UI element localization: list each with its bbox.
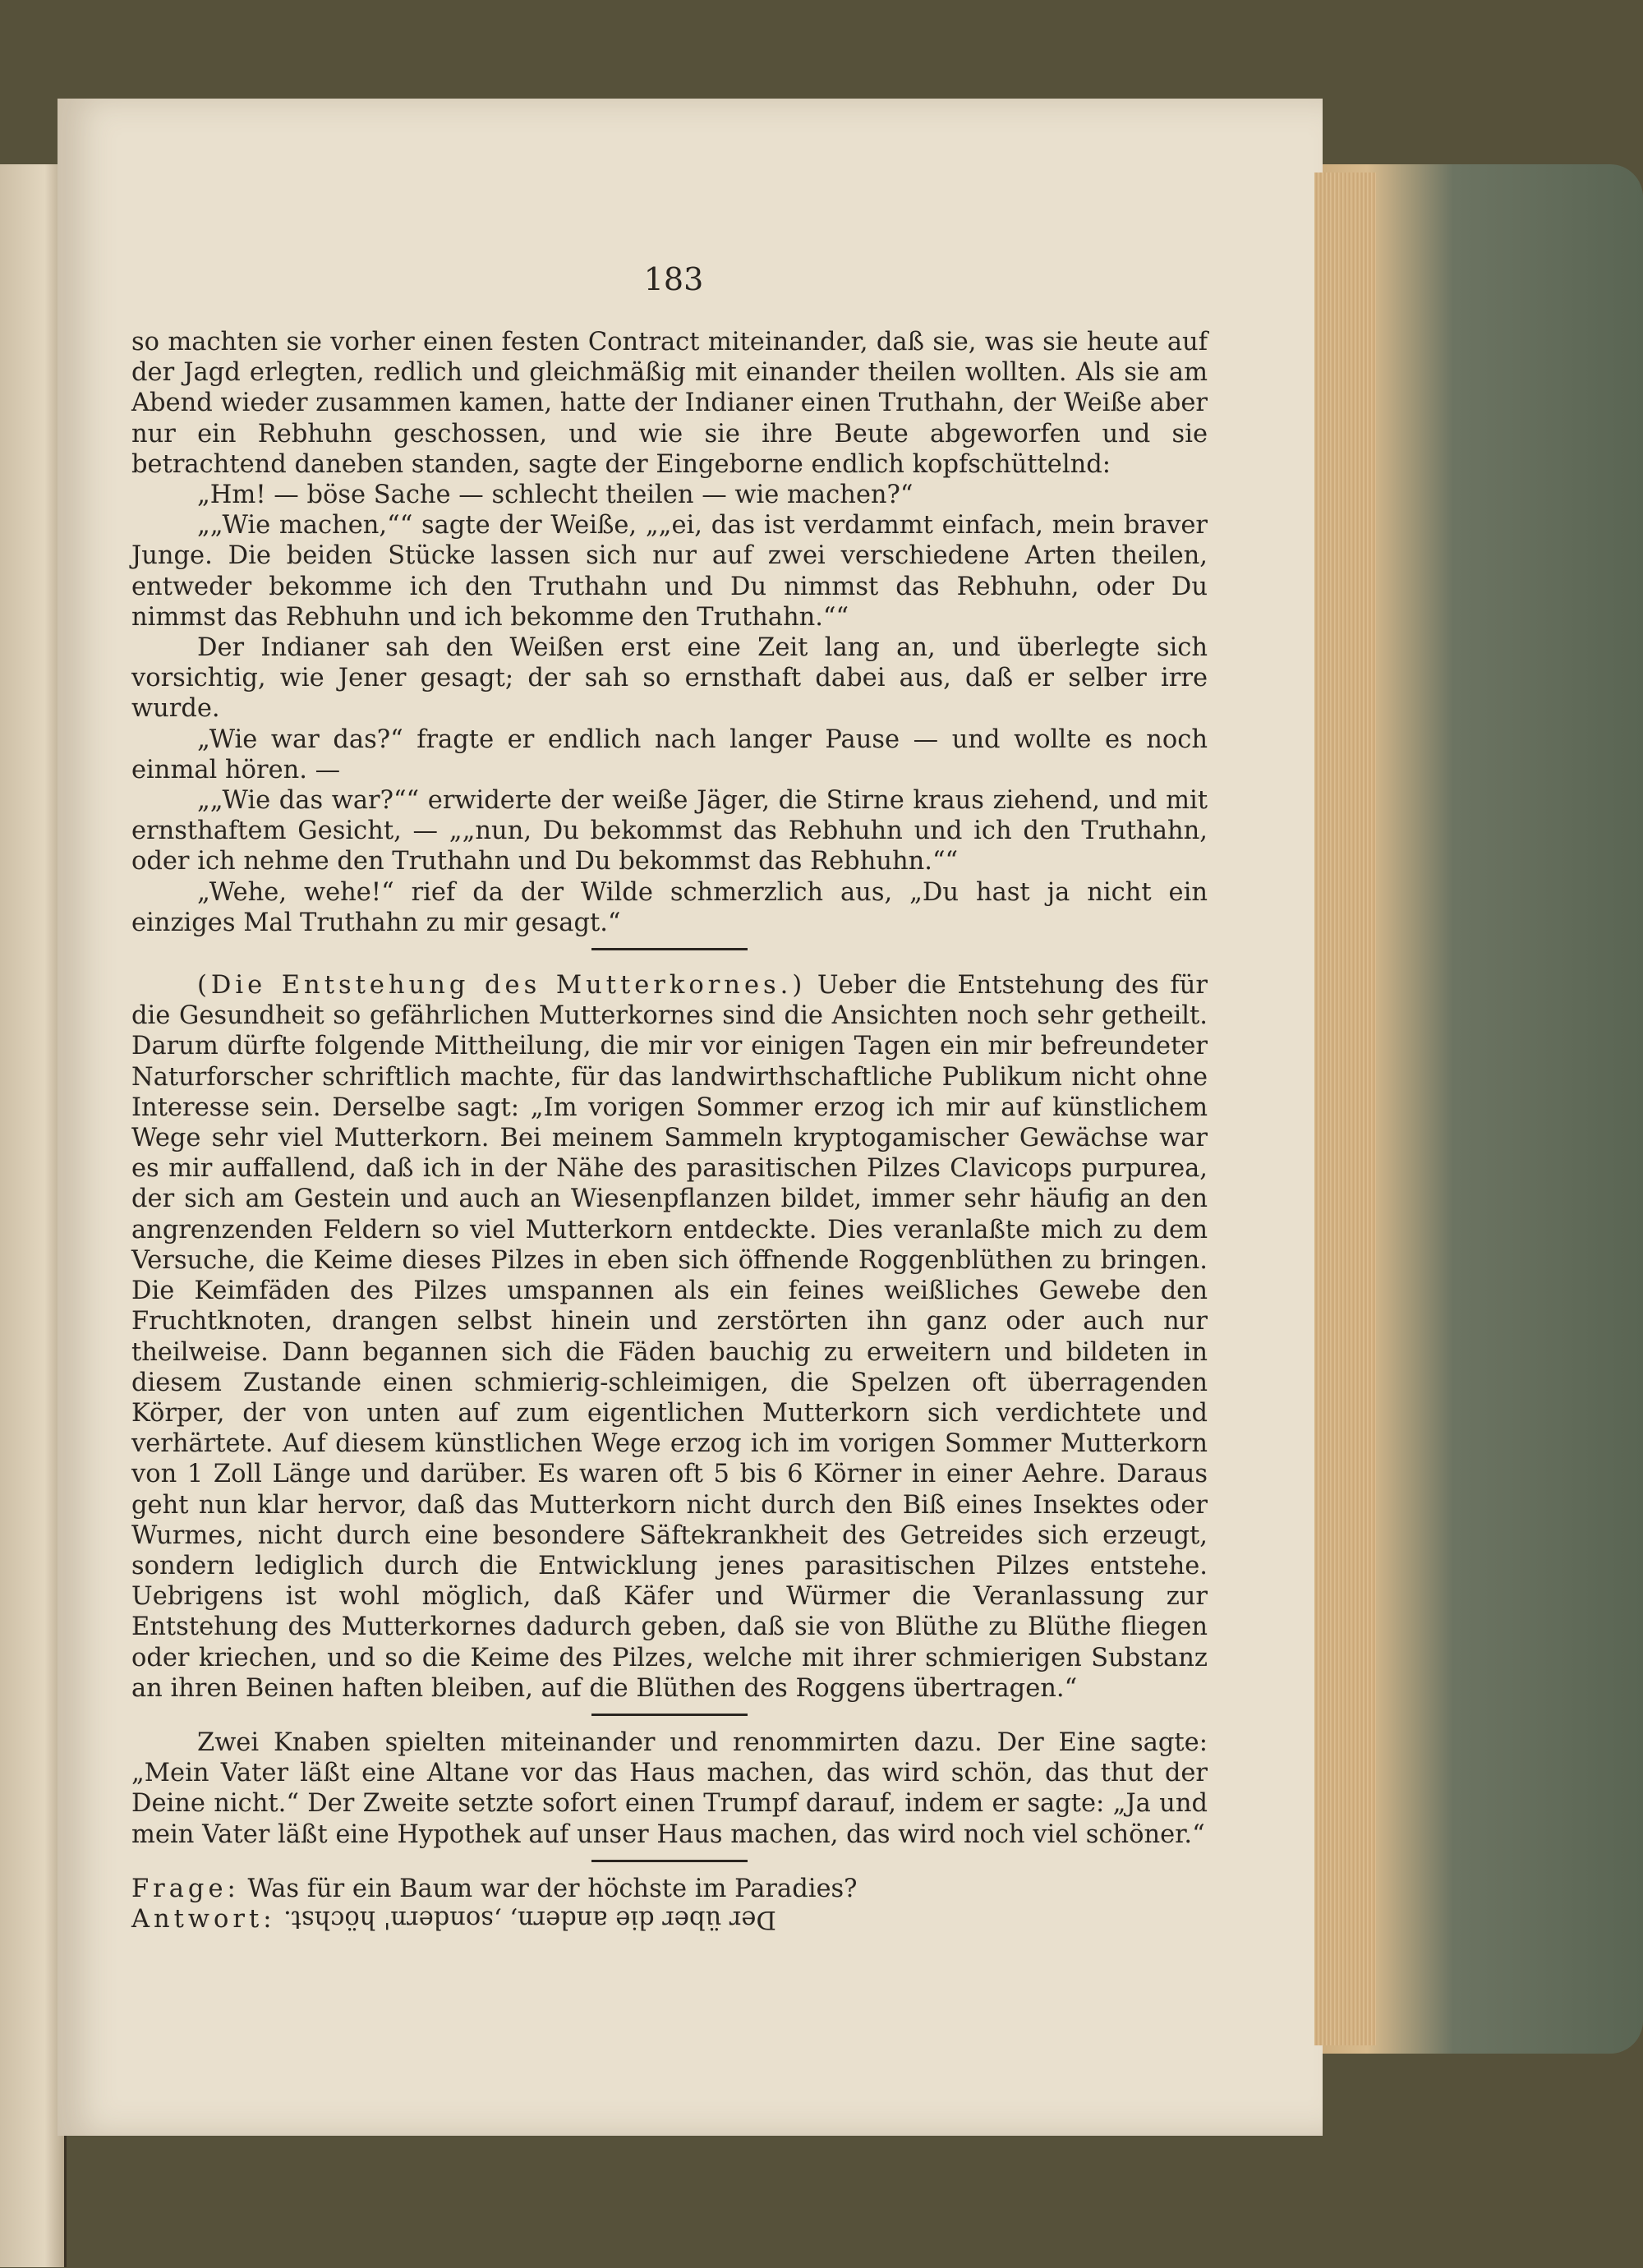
- story-paragraph: Der Indianer sah den Weißen erst eine Zeit lang an, und überlegte sich vorsichtig, wie Jener gesagt; der sah so ernsthaft dabei aus, daß er selber irre wurde.: [131, 633, 1208, 724]
- answer-label: Antwort:: [131, 1904, 276, 1934]
- riddle-answer-row: [131, 1904, 1208, 1934]
- text-column: [131, 327, 1208, 1934]
- anecdote-paragraph: Zwei Knaben spielten miteinander und renommirten dazu. Der Eine sagte: „Mein Vater läßt eine Altane vor das Haus machen, das wird schön, das thut der Deine nicht.“ Der Zweite setzte sofort einen Trumpf darauf, indem er sagte: „Ja und mein Vater läßt eine Hypothek auf unser Haus machen, das wird noch viel schöner.“: [131, 1727, 1208, 1849]
- left-page-edge: [0, 164, 67, 2267]
- section-divider: [591, 948, 748, 950]
- story-paragraph: „Wehe, wehe!“ rief da der Wilde schmerzlich aus, „Du hast ja nicht ein einziges Mal Truthahn zu mir gesagt.“: [131, 877, 1208, 937]
- story-paragraph: „„Wie machen,““ sagte der Weiße, „„ei, das ist verdammt einfach, mein braver Junge. Die beiden Stücke lassen sich nur auf zwei verschiedene Arten theilen, entweder bekomme ich den Truthahn und Du nimmst das Rebhuhn, oder Du nimmst das Rebhuhn und ich bekomme den Truthahn.““: [131, 511, 1208, 632]
- riddle-question-row: [131, 1874, 1208, 1904]
- question-label: Frage:: [131, 1874, 240, 1903]
- story-paragraph: so machten sie vorher einen festen Contract miteinander, daß sie, was sie heute auf der Jagd erlegten, redlich und gleichmäßig mit einander theilen wollten. Als sie am Abend wieder zusammen kamen, hatte der Indianer einen Truthahn, der Weiße aber nur ein Rebhuhn geschossen, und wie sie ihre Beute abgeworfen und sie betrachtend daneben standen, sagte der Eingeborne endlich kopfschüttelnd:: [131, 328, 1208, 479]
- story-paragraph: „„Wie das war?““ erwiderte der weiße Jäger, die Stirne kraus ziehend, und mit ernsthaftem Gesicht, — „„nun, Du bekommst das Rebhuhn und ich den Truthahn, oder ich nehme den Truthahn und Du bekommst das Rebhuhn.““: [131, 786, 1208, 876]
- page-stack-edge: [1314, 173, 1376, 2045]
- riddle: [131, 1874, 1208, 1934]
- page-number: 183: [643, 261, 704, 297]
- section-divider: [591, 1714, 748, 1716]
- article-paragraph: [131, 970, 1208, 1704]
- article-heading: (Die Entstehung des Mutterkornes.): [197, 971, 807, 1001]
- story-paragraph: „Wie war das?“ fragte er endlich nach langer Pause — und wollte es noch einmal hören. —: [131, 725, 1208, 784]
- story-paragraph: „Hm! — böse Sache — schlecht theilen — wie machen?“: [197, 481, 914, 510]
- section-divider: [591, 1860, 748, 1862]
- question-text: Was für ein Baum war der höchste im Paradies?: [247, 1874, 858, 1903]
- answer-text-upside-down: Der über die andern, ,sondern' höchst.: [283, 1905, 777, 1934]
- article-body: Ueber die Entstehung des für die Gesundheit so gefährlichen Mutterkornes sind die Ansichten noch sehr getheilt. Darum dürfte folgende Mittheilung, die mir vor einigen Tagen ein mir befreundeter Naturforscher schriftlich machte, für das landwirthschaftliche Publikum nicht ohne Interesse sein. Derselbe sagt: „Im vorigen Sommer erzog ich mir auf künstlichem Wege sehr viel Mutterkorn. Bei meinem Sammeln kryptogamischer Gewächse war es mir auffallend, daß ich in der Nähe des parasitischen Pilzes Clavicops purpurea, der sich am Gestein und auch an Wiesenpflanzen bildet, immer sehr häufig an den angrenzenden Feldern so viel Mutterkorn entdeckte. Dies veranlaßte mich zu dem Versuche, die Keime dieses Pilzes in eben sich öffnende Roggenblüthen zu bringen. Die Keimfäden des Pilzes umspannen als ein feines weißliches Gewebe den Fruchtknoten, drangen selbst hinein und zerstörten ihn ganz oder auch nur theilweise. Dann begannen sich die Fäden bauchig zu erweitern und bildeten in diesem Zustande einen schmierig-schleimigen, die Spelzen oft überragenden Körper, der von unten auf zum eigentlichen Mutterkorn sich verdichtete und verhärtete. Auf diesem künstlichen Wege erzog ich im vorigen Sommer Mutterkorn von 1 Zoll Länge und darüber. Es waren oft 5 bis 6 Körner in einer Aehre. Daraus geht nun klar hervor, daß das Mutterkorn nicht durch den Biß eines Insektes oder Wurmes, nicht durch eine besondere Säftekrankheit des Getreides sich erzeugt, sondern lediglich durch die Entwicklung jenes parasitischen Pilzes entstehe. Uebrigens ist wohl möglich, daß Käfer und Würmer die Veranlassung zur Entstehung des Mutterkornes dadurch geben, daß sie von Blüthe zu Blüthe fliegen oder kriechen, und so die Keime des Pilzes, welche mit ihrer schmierigen Substanz an ihren Beinen haften bleiben, auf die Blüthen des Roggens übertragen.“: [131, 971, 1208, 1703]
